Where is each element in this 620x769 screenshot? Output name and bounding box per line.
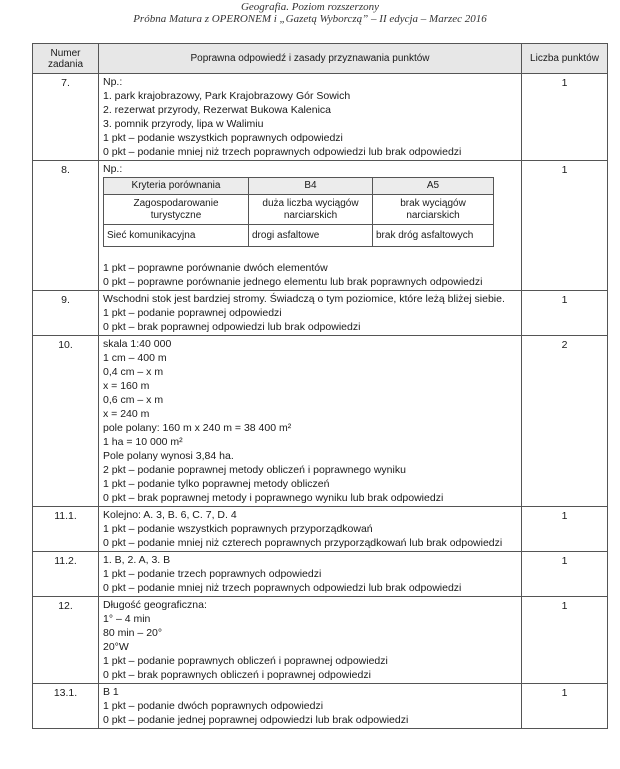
answer-key-table	[32, 43, 608, 729]
scoring-line: 0 pkt – brak poprawnej odpowiedzi lub brak odpowiedzi	[103, 321, 361, 333]
task-number: 13.1.	[33, 684, 99, 729]
comparison-header: Kryteria porównania	[104, 178, 249, 195]
answer-cell	[99, 507, 522, 552]
comparison-header: A5	[373, 178, 494, 195]
scoring-line: 2 pkt – podanie poprawnej metody obliczeń i poprawnego wyniku	[103, 464, 406, 476]
answer-line: x = 240 m	[103, 408, 150, 420]
answer-cell	[99, 597, 522, 684]
points-value: 1	[522, 684, 608, 729]
scoring-line: 1 pkt – podanie poprawnej odpowiedzi	[103, 307, 282, 319]
comparison-header-row	[104, 178, 494, 195]
table-row	[33, 161, 608, 291]
table-row	[33, 684, 608, 729]
scoring-line: 0 pkt – podanie mniej niż trzech poprawnych odpowiedzi lub brak odpowiedzi	[103, 582, 462, 594]
table-row	[33, 507, 608, 552]
comparison-table	[103, 177, 494, 247]
comparison-criterion: Zagospodarowanie turystyczne	[104, 195, 249, 225]
answer-cell	[99, 336, 522, 507]
scoring-line: 1 pkt – podanie tylko poprawnej metody obliczeń	[103, 478, 330, 490]
task-number: 11.2.	[33, 552, 99, 597]
answer-cell	[99, 684, 522, 729]
scoring-line: 1 pkt – podanie wszystkich poprawnych przyporządkowań	[103, 523, 373, 535]
answer-line: 1° – 4 min	[103, 613, 151, 625]
answer-line: 3. pomnik przyrody, lipa w Walimiu	[103, 118, 264, 130]
scoring-line: 1 pkt – podanie wszystkich poprawnych odpowiedzi	[103, 132, 343, 144]
scoring-line: 0 pkt – podanie mniej niż czterech poprawnych przyporządkowań lub brak odpowiedzi	[103, 537, 503, 549]
task-number: 10.	[33, 336, 99, 507]
answer-line: Długość geograficzna:	[103, 599, 207, 611]
answer-line: Pole polany wynosi 3,84 ha.	[103, 450, 234, 462]
table-row	[33, 291, 608, 336]
answer-line: Np.:	[103, 76, 123, 88]
points-value: 2	[522, 336, 608, 507]
comparison-value: duża liczba wyciągów narciarskich	[249, 195, 373, 225]
answer-line: B 1	[103, 686, 119, 698]
answer-line: x = 160 m	[103, 380, 150, 392]
table-header-row	[33, 44, 608, 74]
task-number: 12.	[33, 597, 99, 684]
scoring-line: 1 pkt – poprawne porównanie dwóch elementów	[103, 262, 328, 274]
page-header	[0, 1, 620, 25]
column-header-answer: Poprawna odpowiedź i zasady przyznawania punktów	[99, 44, 522, 74]
header-subject: Geografia. Poziom rozszerzony	[240, 1, 379, 13]
task-number: 7.	[33, 74, 99, 161]
scoring-line: 1 pkt – podanie trzech poprawnych odpowiedzi	[103, 568, 322, 580]
task-number: 8.	[33, 161, 99, 291]
table-row	[33, 336, 608, 507]
task-number: 11.1.	[33, 507, 99, 552]
answer-line: 20°W	[103, 641, 129, 653]
points-value: 1	[522, 597, 608, 684]
points-value: 1	[522, 291, 608, 336]
comparison-criterion: Sieć komunikacyjna	[104, 225, 249, 247]
answer-line: 1 cm – 400 m	[103, 352, 167, 364]
answer-line: 1 ha = 10 000 m²	[103, 436, 183, 448]
table-row	[33, 74, 608, 161]
table-row	[33, 597, 608, 684]
table-row	[33, 552, 608, 597]
comparison-row	[104, 225, 494, 247]
header-edition: Próbna Matura z OPERONEM i „Gazetą Wyborczą” – II edycja – Marzec 2016	[133, 13, 487, 25]
scoring-line: 1 pkt – podanie dwóch poprawnych odpowiedzi	[103, 700, 324, 712]
answer-line: 0,4 cm – x m	[103, 366, 164, 378]
points-value: 1	[522, 74, 608, 161]
answer-line: Np.:	[103, 163, 123, 175]
comparison-row	[104, 195, 494, 225]
points-value: 1	[522, 161, 608, 291]
scoring-line: 0 pkt – brak poprawnej metody i poprawnego wyniku lub brak odpowiedzi	[103, 492, 444, 504]
answer-line: skala 1:40 000	[103, 338, 172, 350]
comparison-value: drogi asfaltowe	[249, 225, 373, 247]
scoring-line: 0 pkt – podanie mniej niż trzech poprawnych odpowiedzi lub brak odpowiedzi	[103, 146, 462, 158]
column-header-points: Liczba punktów	[522, 44, 608, 74]
scoring-line: 1 pkt – podanie poprawnych obliczeń i poprawnej odpowiedzi	[103, 655, 388, 667]
answer-line: 1. B, 2. A, 3. B	[103, 554, 171, 566]
answer-line: 80 min – 20°	[103, 627, 163, 639]
column-header-number: Numer zadania	[33, 44, 99, 74]
scoring-line: 0 pkt – podanie jednej poprawnej odpowiedzi lub brak odpowiedzi	[103, 714, 409, 726]
task-number: 9.	[33, 291, 99, 336]
answer-line: pole polany: 160 m x 240 m = 38 400 m²	[103, 422, 292, 434]
answer-line: Kolejno: A. 3, B. 6, C. 7, D. 4	[103, 509, 237, 521]
points-value: 1	[522, 507, 608, 552]
answer-cell	[99, 291, 522, 336]
answer-cell	[99, 161, 522, 291]
points-value: 1	[522, 552, 608, 597]
scoring-line: 0 pkt – poprawne porównanie jednego elementu lub brak poprawnych odpowiedzi	[103, 276, 483, 288]
answer-cell	[99, 74, 522, 161]
answer-line: Wschodni stok jest bardziej stromy. Świadczą o tym poziomice, które leżą bliżej siebie.	[103, 293, 505, 305]
answer-cell	[99, 552, 522, 597]
scoring-line: 0 pkt – brak poprawnych obliczeń i poprawnej odpowiedzi	[103, 669, 371, 681]
comparison-value: brak wyciągów narciarskich	[373, 195, 494, 225]
answer-line: 1. park krajobrazowy, Park Krajobrazowy Gór Sowich	[103, 90, 351, 102]
answer-line: 2. rezerwat przyrody, Rezerwat Bukowa Kalenica	[103, 104, 331, 116]
comparison-value: brak dróg asfaltowych	[373, 225, 494, 247]
comparison-header: B4	[249, 178, 373, 195]
answer-line: 0,6 cm – x m	[103, 394, 164, 406]
